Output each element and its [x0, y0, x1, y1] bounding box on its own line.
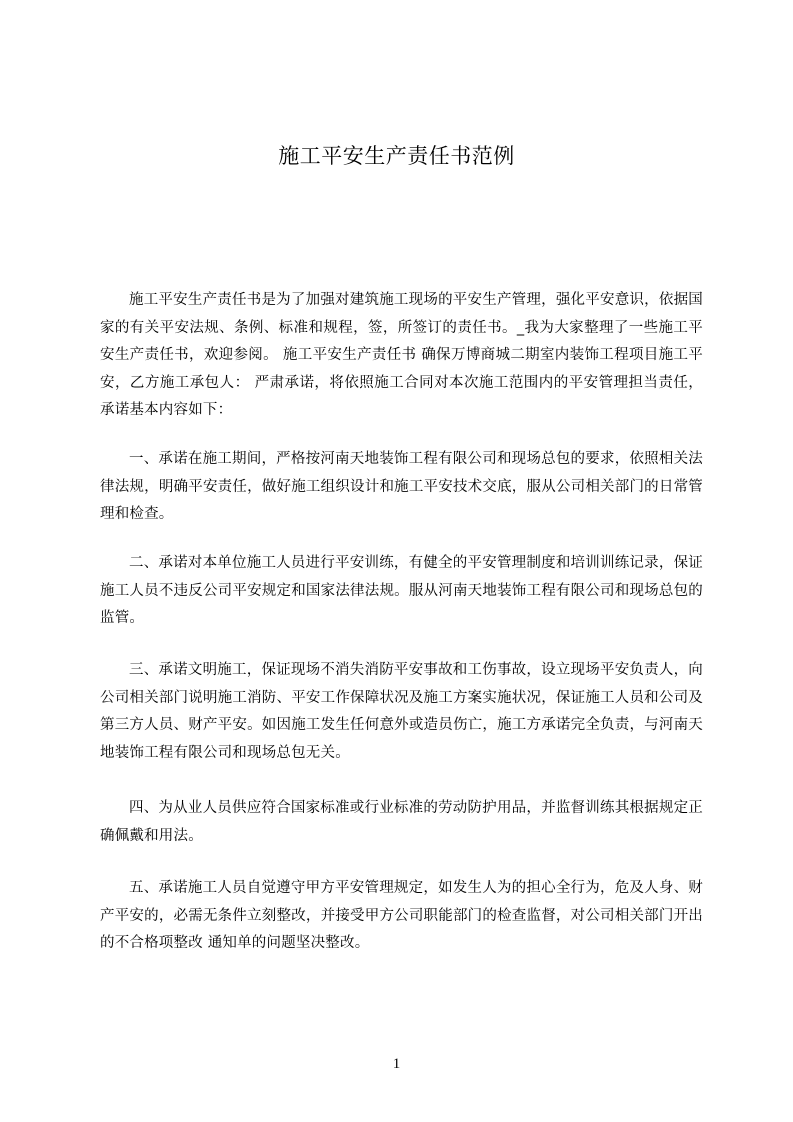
intro-paragraph: 施工平安生产责任书是为了加强对建筑施工现场的平安生产管理，强化平安意识，依据国家的有关平安法规、条例、标准和规程，签，所签订的责任书。_我为大家整理了一些施工平安生产责任书，欢迎参阅。 施工平安生产责任书 确保万博商城二期室内装饰工程项目施工平安，乙方施工承包人： 严肃承诺，将依照施工合同对本次施工范围内的平安管理担当责任，承诺基本内容如下：: [100, 292, 703, 418]
clause-2-paragraph: 二、承诺对本单位施工人员进行平安训练，有健全的平安管理制度和培训训练记录，保证施工人员不违反公司平安规定和国家法律法规。服从河南天地装饰工程有限公司和现场总包的监管。: [100, 555, 703, 626]
clause-1-paragraph: 一、承诺在施工期间，严格按河南天地装饰工程有限公司和现场总包的要求，依照相关法律法规，明确平安责任，做好施工组织设计和施工平安技术交底，服从公司相关部门的日常管理和检查。: [100, 451, 703, 522]
document-title: 施工平安生产责任书范例: [278, 144, 515, 168]
clause-5-paragraph: 五、承诺施工人员自觉遵守甲方平安管理规定，如发生人为的担心全行为，危及人身、财产平安的，必需无条件立刻整改，并接受甲方公司职能部门的检查监督，对公司相关部门开出的不合格项整改 通知单的问题坚决整改。: [100, 880, 703, 951]
clause-4-paragraph: 四、为从业人员供应符合国家标准或行业标准的劳动防护用品，并监督训练其根据规定正确佩戴和用法。: [100, 800, 703, 844]
clause-3-paragraph: 三、承诺文明施工，保证现场不消失消防平安事故和工伤事故，设立现场平安负责人，向公司相关部门说明施工消防、平安工作保障状况及施工方案实施状况，保证施工人员和公司及第三方人员、财产平安。如因施工发生任何意外或造员伤亡，施工方承诺完全负责，与河南天地装饰工程有限公司和现场总包无关。: [100, 662, 703, 761]
page-number: 1: [392, 1056, 401, 1072]
